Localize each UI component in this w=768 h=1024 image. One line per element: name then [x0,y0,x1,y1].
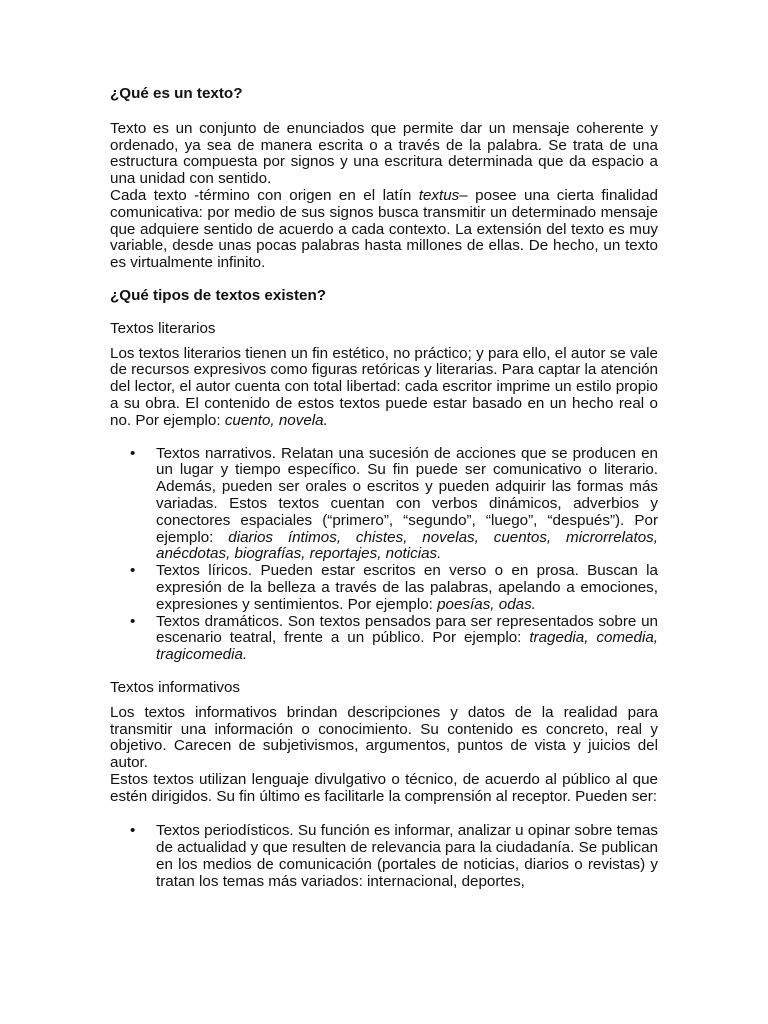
list-item-text: Textos dramáticos. Son textos pensados para ser representados sobre un escenario teatral, frente a un público. Por ejemplo: [156,612,658,647]
list-item-examples: diarios íntimos, chistes, novelas, cuentos, microrrelatos, anécdotas, biografías, reportajes, noticias. [156,528,658,563]
list-item-periodisticos [110,823,658,890]
bullet-icon: • [130,562,136,580]
list-item-examples: poesías, odas. [437,595,536,613]
literarios-list [110,446,658,664]
paragraph-informativos-2: Estos textos utilizan lenguaje divulgativo o técnico, de acuerdo al público al que estén dirigidos. Su fin último es facilitarle la comprensión al receptor. Pueden ser: [110,770,658,805]
section-heading-que-es-un-texto: ¿Qué es un texto? [110,85,243,102]
list-item-examples: tragedia, comedia, tragicomedia. [156,629,658,664]
list-item-narrativos [110,446,658,564]
bullet-icon: • [130,822,136,840]
list-item-text: Textos narrativos. Relatan una sucesión de acciones que se producen en un lugar y tiempo específico. Su fin puede ser comunicativo o literario. Además, pueden ser orales o escritos y pueden adquirir las formas más variadas. Estos textos cuentan con verbos dinámicos, adverbios y conectores espaciales (“primero”, “segundo”, “luego”, “después”). Por ejemplo: [156,444,658,546]
bullet-icon: • [130,612,136,630]
list-item-text: Textos líricos. Pueden estar escritos en verso o en prosa. Buscan la expresión de la belleza a través de las palabras, apelando a emociones, expresiones y sentimientos. Por ejemplo: [156,562,658,613]
section-heading-tipos-de-textos: ¿Qué tipos de textos existen? [110,286,327,304]
list-item-liricos [110,563,658,613]
paragraph-definition: Texto es un conjunto de enunciados que permite dar un mensaje coherente y ordenado, ya sea de manera escrita o a través de la palabra. Se trata de una estructura compuesta por signos y una escritura determinada que da espacio a una unidad con sentido. [110,119,658,188]
literarios-intro-examples: cuento, novela. [224,411,328,429]
paragraph-etymology-start: Cada texto -término con origen en el latín [110,186,419,204]
subheading-textos-literarios: Textos literarios [110,319,216,337]
informativos-list [110,823,658,890]
list-item-dramaticos [110,614,658,664]
paragraph-etymology-end: – posee una cierta finalidad comunicativa: por medio de sus signos busca transmitir un determinado mensaje que adquiere sentido de acuerdo a cada contexto. La extensión del texto es muy variable, desde unas pocas palabras hasta millones de ellas. De hecho, un texto es virtualmente infinito. [110,186,658,272]
literarios-intro-text: Los textos literarios tienen un fin estético, no práctico; y para ello, el autor se vale de recursos expresivos como figuras retóricas y literarias. Para captar la atención del lector, el autor cuenta con total libertad: cada escritor imprime un estilo propio a su obra. El contenido de estos textos puede estar basado en un hecho real o no. Por ejemplo: [110,344,658,429]
latin-term: textus [418,186,460,204]
subheading-textos-informativos: Textos informativos [110,678,240,696]
paragraph-etymology [110,188,658,272]
paragraph-informativos-1: Los textos informativos brindan descripciones y datos de la realidad para transmitir una información o conocimiento. Su contenido es concreto, real y objetivo. Carecen de subjetivismos, argumentos, puntos de vista y juicios del autor. [110,703,658,772]
list-item-text: Textos periodísticos. Su función es informar, analizar u opinar sobre temas de actualidad y que resulten de relevancia para la ciudadanía. Se publican en los medios de comunicación (portales de noticias, diarios o revistas) y tratan los temas más variados: internacional, deportes, [156,822,658,890]
paragraph-literarios-intro [110,346,658,430]
bullet-icon: • [130,444,136,462]
